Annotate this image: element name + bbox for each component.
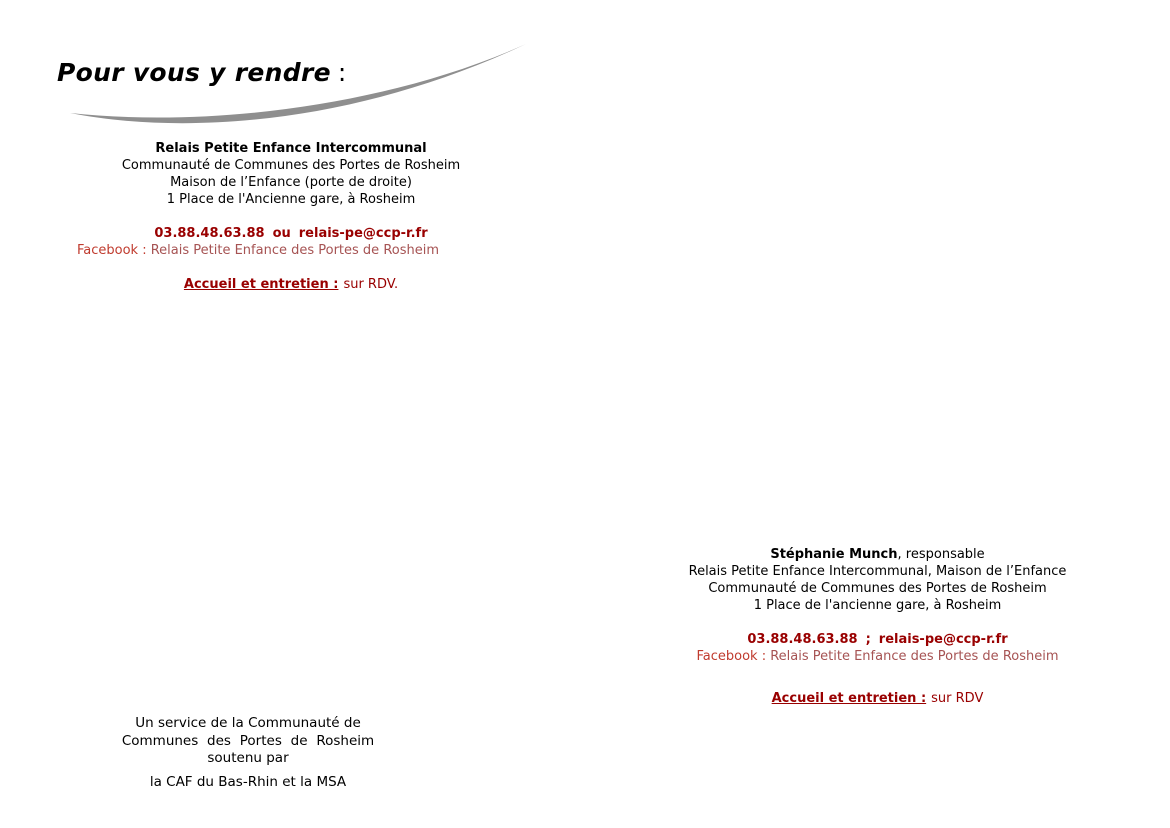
phone-number: 03.88.48.63.88 — [747, 632, 858, 647]
footer-line: Communes des Portes de Rosheim — [121, 732, 375, 749]
swoosh-graphic — [58, 38, 528, 138]
facebook-page-name: Relais Petite Enfance des Portes de Rosheim — [770, 649, 1059, 664]
responsable-phone-line — [655, 631, 1100, 648]
responsable-facebook-line — [655, 648, 1100, 665]
facebook-label: Facebook : — [76, 243, 147, 258]
appointment-label: Accueil et entretien : — [183, 277, 339, 292]
support-line: la CAF du Bas-Rhin et la MSA — [149, 773, 347, 790]
venue-address-line: Communauté de Communes des Portes de Rosheim — [121, 158, 461, 173]
responsable-role: , responsable — [897, 547, 985, 562]
spacer — [60, 259, 522, 276]
page-title — [57, 58, 347, 87]
venue-heading: Relais Petite Enfance Intercommunal — [155, 141, 427, 156]
phone-separator: ; — [865, 632, 871, 647]
page-title-colon: : — [337, 58, 347, 87]
spacer — [655, 665, 1100, 690]
venue-contact-block — [60, 140, 522, 293]
spacer — [655, 614, 1100, 631]
responsable-name: Stéphanie Munch — [770, 547, 898, 562]
responsable-address-line: 1 Place de l'ancienne gare, à Rosheim — [753, 598, 1002, 613]
appointment-note: sur RDV. — [343, 277, 399, 292]
phone-separator: ou — [272, 226, 291, 241]
venue-appointment-line — [60, 276, 522, 293]
swoosh-icon — [58, 38, 528, 138]
responsable-contact-block — [655, 546, 1100, 707]
responsable-address-line: Relais Petite Enfance Intercommunal, Maison de l’Enfance — [688, 564, 1067, 579]
email-address: relais-pe@ccp-r.fr — [878, 632, 1008, 647]
facebook-page-name: Relais Petite Enfance des Portes de Rosheim — [150, 243, 440, 258]
appointment-note: sur RDV — [931, 691, 984, 706]
spacer — [60, 208, 522, 225]
responsable-appointment-line — [655, 690, 1100, 707]
footer-line: soutenu par — [207, 750, 289, 766]
facebook-label: Facebook : — [696, 649, 767, 664]
footer-line: Un service de la Communauté de — [135, 715, 361, 731]
venue-facebook-line — [27, 242, 489, 259]
footer-credit-block — [107, 715, 389, 791]
email-address: relais-pe@ccp-r.fr — [298, 226, 428, 241]
phone-number: 03.88.48.63.88 — [154, 226, 265, 241]
responsable-address-line: Communauté de Communes des Portes de Rosheim — [708, 581, 1047, 596]
venue-address-line: Maison de l’Enfance (porte de droite) — [170, 175, 412, 190]
appointment-label: Accueil et entretien : — [771, 691, 927, 706]
venue-phone-line — [60, 225, 522, 242]
responsable-name-line — [655, 546, 1100, 563]
page-title-text: Pour vous y rendre — [57, 58, 331, 87]
venue-address-line: 1 Place de l'Ancienne gare, à Rosheim — [166, 192, 416, 207]
